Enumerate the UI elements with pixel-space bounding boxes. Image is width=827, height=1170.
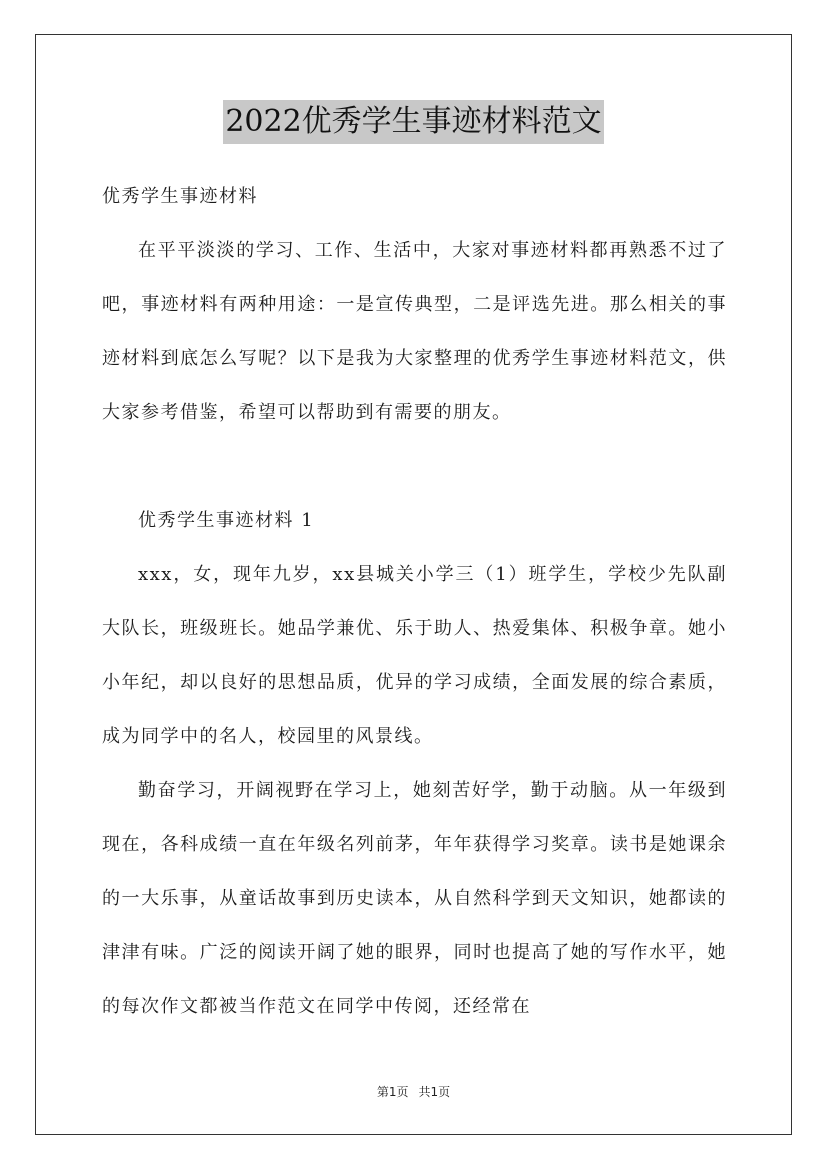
title-container [0, 100, 827, 144]
page-total: 共1页 [418, 1085, 451, 1099]
page-number: 第1页 [376, 1085, 409, 1099]
intro-paragraph: 在平平淡淡的学习、工作、生活中，大家对事迹材料都再熟悉不过了吧，事迹材料有两种用途：一是宣传典型，二是评选先进。那么相关的事迹材料到底怎么写呢？以下是我为大家整理的优秀学生事迹材料范文，供大家参考借鉴，希望可以帮助到有需要的朋友。 [102, 240, 727, 423]
document-subtitle: 优秀学生事迹材料 [102, 186, 258, 207]
section-heading: 优秀学生事迹材料 1 [138, 510, 315, 531]
document-title: 2022优秀学生事迹材料范文 [223, 100, 603, 144]
document-body [102, 170, 727, 1034]
body-paragraph: 勤奋学习，开阔视野在学习上，她刻苦好学，勤于动脑。从一年级到现在，各科成绩一直在年级名列前茅，年年获得学习奖章。读书是她课余的一大乐事，从童话故事到历史读本，从自然科学到天文知识，她都读的津津有味。广泛的阅读开阔了她的眼界，同时也提高了她的写作水平，她的每次作文都被当作范文在同学中传阅，还经常在 [102, 780, 727, 1017]
paragraph-gap [102, 440, 727, 494]
body-paragraph: xxx，女，现年九岁，xx县城关小学三（1）班学生，学校少先队副大队长，班级班长。她品学兼优、乐于助人、热爱集体、积极争章。她小小年纪，却以良好的思想品质，优异的学习成绩，全面发展的综合素质，成为同学中的名人，校园里的风景线。 [102, 564, 727, 747]
page-footer [0, 1083, 827, 1100]
